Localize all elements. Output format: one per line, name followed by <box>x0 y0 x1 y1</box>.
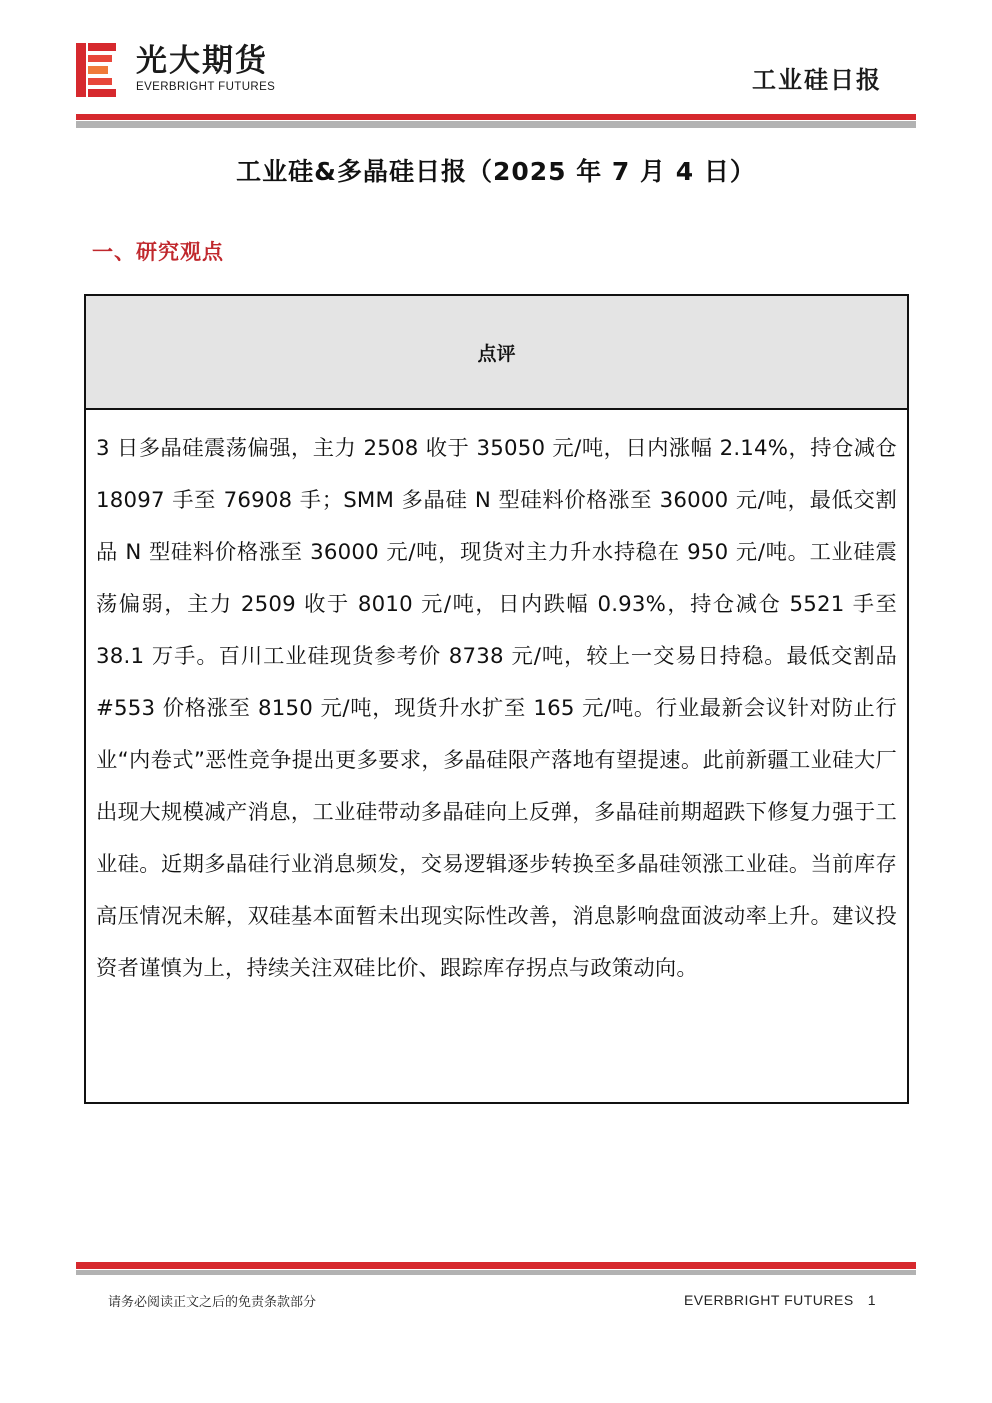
footer-divider-red <box>76 1262 916 1269</box>
logo-english-name: EVERBRIGHT FUTURES <box>136 81 276 93</box>
comment-body: 3 日多晶硅震荡偏强，主力 2508 收于 35050 元/吨，日内涨幅 2.14%，持仓减仓 18097 手至 76908 手；SMM 多晶硅 N 型硅料价格涨至 36000 元/吨，最低交割品 N 型硅料价格涨至 36000 元/吨，现货对主力升水持稳在 950 元/吨。工业硅震荡偏弱，主力 2509 收于 8010 元/吨，日内跌幅 0.93%，持仓减仓 5521 手至 38.1 万手。百川工业硅现货参考价 8738 元/吨，较上一交易日持稳。最低交割品#553 价格涨至 8150 元/吨，现货升水扩至 165 元/吨。行业最新会议针对防止行业“内卷式”恶性竞争提出更多要求，多晶硅限产落地有望提速。此前新疆工业硅大厂出现大规模减产消息，工业硅带动多晶硅向上反弹，多晶硅前期超跌下修复力强于工业硅。近期多晶硅行业消息频发，交易逻辑逐步转换至多晶硅领涨工业硅。当前库存高压情况未解，双硅基本面暂未出现实际性改善，消息影响盘面波动率上升。建议投资者谨慎为上，持续关注双硅比价、跟踪库存拐点与政策动向。 <box>96 436 897 981</box>
report-type-title: 工业硅日报 <box>752 66 882 94</box>
header-divider-red <box>76 114 916 120</box>
footer-disclaimer: 请务必阅读正文之后的免责条款部分 <box>108 1295 317 1310</box>
footer-company <box>684 1292 876 1308</box>
footer-divider-grey <box>76 1270 916 1275</box>
logo-chinese-name: 光大期货 <box>136 43 268 79</box>
section-heading: 一、研究观点 <box>92 240 224 264</box>
comment-header: 点评 <box>86 296 907 410</box>
comment-table <box>84 294 909 1104</box>
document-title: 工业硅&多晶硅日报（2025 年 7 月 4 日） <box>236 157 756 186</box>
company-logo-text <box>136 44 275 93</box>
footer-company-name: EVERBRIGHT FUTURES <box>683 1292 854 1308</box>
page-number: 1 <box>867 1292 876 1308</box>
header-divider-grey <box>76 121 916 128</box>
everbright-logo-icon <box>76 43 116 97</box>
